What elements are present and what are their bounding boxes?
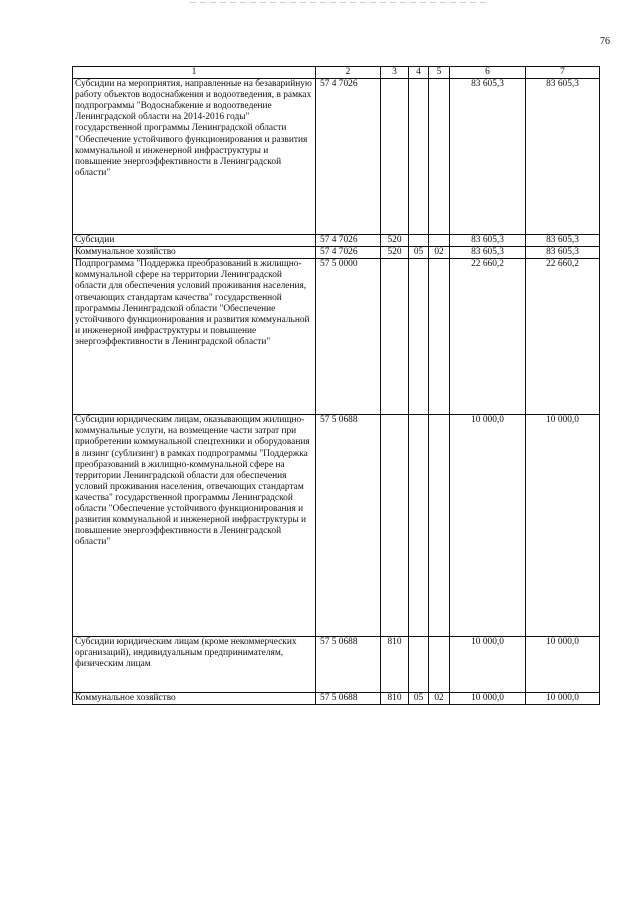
row-name: Подпрограмма "Поддержка преобразований в жилищно-коммунальной сфере на территории Ленинградской области для обеспечения условий проживания населения, отвечающих стандартам качества" государственной программы Ленинградской области "Обеспечение устойчивого функционирования и развития коммунальной и инженерной инфраструктуры и повышение энергоэффективности в Ленинградской области" (73, 259, 316, 415)
table-row (73, 247, 600, 259)
row-amount-7: 83 605,3 (526, 235, 600, 247)
header-col-3: 3 (381, 67, 409, 79)
row-col-3: 810 (381, 637, 409, 693)
row-amount-6: 83 605,3 (450, 247, 526, 259)
row-col-5 (429, 259, 450, 415)
page-number: 76 (600, 36, 610, 47)
row-name: Субсидии на мероприятия, направленные на безаварийную работу объектов водоснабжения и водоотведения, в рамках подпрограммы "Водоснабжение и водоотведение Ленинградской области на 2014-2016 годы" государственной программы Ленинградской области "Обеспечение устойчивого функционирования и развития коммунальной и инженерной инфраструктуры и повышение энергоэффективности в Ленинградской области" (73, 79, 316, 235)
table-row (73, 693, 600, 705)
scan-artifact-line (190, 2, 490, 3)
row-col-5 (429, 637, 450, 693)
row-code: 57 5 0000 (316, 259, 381, 415)
row-col-5 (429, 415, 450, 637)
row-amount-6: 10 000,0 (450, 693, 526, 705)
header-col-4: 4 (409, 67, 429, 79)
row-col-4 (409, 235, 429, 247)
row-col-4: 05 (409, 693, 429, 705)
table-row (73, 235, 600, 247)
row-col-5 (429, 235, 450, 247)
table-row (73, 259, 600, 415)
row-col-3: 520 (381, 247, 409, 259)
row-code: 57 5 0688 (316, 415, 381, 637)
budget-table (72, 66, 600, 705)
table-row (73, 79, 600, 235)
table-header-row (73, 67, 600, 79)
row-col-4 (409, 415, 429, 637)
table-row (73, 637, 600, 693)
row-code: 57 5 0688 (316, 637, 381, 693)
row-name: Коммунальное хозяйство (73, 247, 316, 259)
row-amount-6: 10 000,0 (450, 637, 526, 693)
row-col-3 (381, 259, 409, 415)
row-col-5: 02 (429, 693, 450, 705)
row-amount-6: 83 605,3 (450, 79, 526, 235)
row-amount-6: 22 660,2 (450, 259, 526, 415)
row-code: 57 4 7026 (316, 79, 381, 235)
row-name: Субсидии юридическим лицам, оказывающим жилищно-коммунальные услуги, на возмещение части затрат при приобретении коммунальной спецтехники и оборудования в лизинг (сублизинг) в рамках подпрограммы "Поддержка преобразований в жилищно-коммунальной сфере на территории Ленинградской области для обеспечения условий проживания населения, отвечающих стандартам качества" государственной программы Ленинградской области "Обеспечение устойчивого функционирования и развития коммунальной и инженерной инфраструктуры и повышение энергоэффективности в Ленинградской области" (73, 415, 316, 637)
row-col-4: 05 (409, 247, 429, 259)
row-amount-7: 10 000,0 (526, 637, 600, 693)
row-code: 57 4 7026 (316, 247, 381, 259)
row-col-4 (409, 637, 429, 693)
row-col-3 (381, 415, 409, 637)
row-col-4 (409, 79, 429, 235)
row-amount-6: 10 000,0 (450, 415, 526, 637)
row-name: Субсидии (73, 235, 316, 247)
header-col-1: 1 (73, 67, 316, 79)
row-code: 57 5 0688 (316, 693, 381, 705)
row-col-3 (381, 79, 409, 235)
row-name: Субсидии юридическим лицам (кроме некоммерческих организаций), индивидуальным предпринимателям, физическим лицам (73, 637, 316, 693)
header-col-2: 2 (316, 67, 381, 79)
row-amount-7: 83 605,3 (526, 247, 600, 259)
row-col-3: 520 (381, 235, 409, 247)
header-col-7: 7 (526, 67, 600, 79)
row-col-4 (409, 259, 429, 415)
header-col-6: 6 (450, 67, 526, 79)
header-col-5: 5 (429, 67, 450, 79)
row-col-3: 810 (381, 693, 409, 705)
row-amount-6: 83 605,3 (450, 235, 526, 247)
row-col-5 (429, 79, 450, 235)
row-amount-7: 10 000,0 (526, 415, 600, 637)
row-name: Коммунальное хозяйство (73, 693, 316, 705)
row-col-5: 02 (429, 247, 450, 259)
row-amount-7: 83 605,3 (526, 79, 600, 235)
row-code: 57 4 7026 (316, 235, 381, 247)
row-amount-7: 22 660,2 (526, 259, 600, 415)
table-row (73, 415, 600, 637)
row-amount-7: 10 000,0 (526, 693, 600, 705)
